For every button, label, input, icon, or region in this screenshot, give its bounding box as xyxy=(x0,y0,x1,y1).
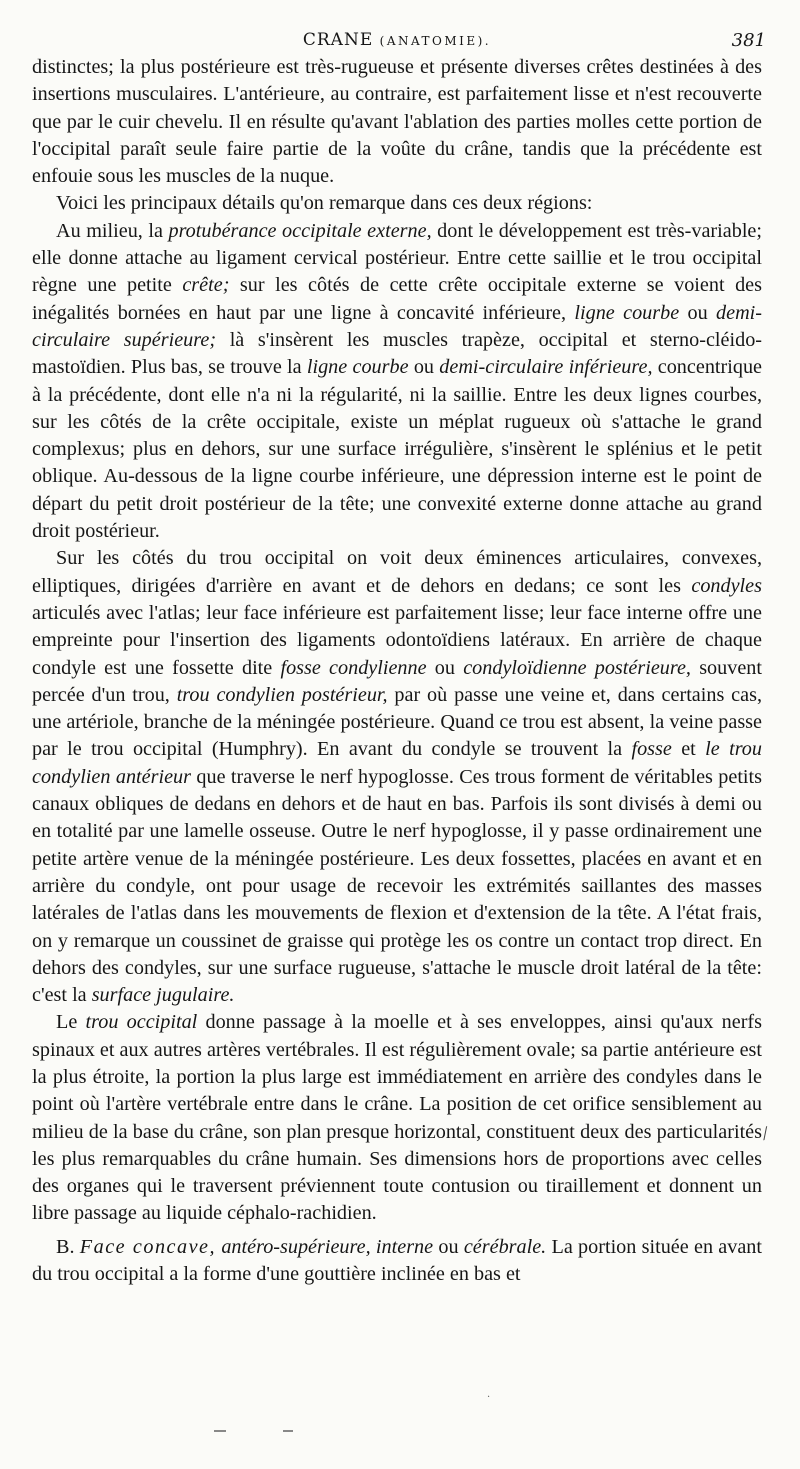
italic-term: demi-circulaire supérieure; xyxy=(32,301,762,351)
text-run: ou xyxy=(679,301,717,324)
text-run: Le xyxy=(56,1011,86,1034)
italic-term: interne xyxy=(375,1235,434,1258)
paragraph xyxy=(32,190,762,217)
text-run: là s'insèrent les muscles trapèze, occipital et sterno-cléido-mastoïdien. Plus bas, se trouve la xyxy=(32,328,763,379)
italic-term: le trou condylien antérieur xyxy=(32,738,762,788)
margin-mark: ⁄ xyxy=(760,1124,770,1143)
body-text xyxy=(32,54,762,1288)
running-title xyxy=(32,30,762,50)
italic-term: antéro-supérieure, xyxy=(221,1235,371,1258)
text-run: B. xyxy=(56,1235,80,1258)
italic-term: ligne courbe xyxy=(306,356,409,379)
text-run: concentrique à la précédente, dont elle n'a ni la régularité, ni la saillie. Entre les deux lignes courbes, sur les côtés de la crête occipitale, existe un méplat rugueux où s'attache le grand complexus; plus en dehors, sur une surface irrégulière, s'insèrent le splénius et le petit oblique. Au-dessous de la ligne courbe inférieure, une dépression interne est le point de départ du petit droit postérieur de la tête; une convexité externe donne attache au grand droit postérieur. xyxy=(32,356,763,543)
text-run: et xyxy=(671,738,706,761)
italic-term: ligne courbe xyxy=(574,301,680,324)
italic-term: fosse condylienne xyxy=(280,656,427,679)
footer-mark: · xyxy=(487,1392,491,1403)
text-run: ou xyxy=(408,356,440,379)
italic-term: condyles xyxy=(691,574,762,597)
text-run: par où passe une veine et, dans certains cas, une artériole, branche de la méningée postérieure. Quand ce trou est absent, la veine passe par le trou occipital (Humphry). En avant du condyle se trouvent la xyxy=(32,683,762,761)
italic-term: cérébrale. xyxy=(463,1235,547,1258)
italic-term: crête; xyxy=(182,274,230,297)
text-run: distinctes; la plus postérieure est très-rugueuse et présente diverses crêtes destinées à des insertions musculaires. L'antérieure, au contraire, est parfaitement lisse et n'est recouverte que par le cuir chevelu. Il en résulte qu'avant l'ablation des parties molles cette portion de l'occipital paraît seule faire partie de la voûte du crâne, tandis que la précédente est enfouie sous les muscles de la nuque. xyxy=(32,56,762,188)
italic-term: fosse xyxy=(631,738,672,761)
header-subtitle: (ANATOMIE). xyxy=(379,34,492,48)
italic-term: Face concave, xyxy=(79,1235,217,1258)
text-run: articulés avec l'atlas; leur face inférieure est parfaitement lisse; leur face interne offre une empreinte pour l'insertion des ligaments odontoïdiens latéraux. En arrière de chaque condyle est une fossette dite xyxy=(32,601,762,679)
italic-term: condyloïdienne postérieure, xyxy=(463,656,691,679)
paragraph xyxy=(32,1009,762,1227)
text-run: ou xyxy=(433,1235,464,1258)
scan-artifact xyxy=(214,1430,226,1432)
text-run: souvent percée d'un trou, xyxy=(32,656,762,706)
text-run: que traverse le nerf hypoglosse. Ces trous forment de véritables petits canaux obliques de dedans en dehors et de haut en bas. Parfois ils sont divisés à demi ou en totalité par une lamelle osseuse. Outre le nerf hypoglosse, il y passe ordinairement une petite artère venue de la méningée postérieure. Les deux fossettes, placées en avant et en arrière du condyle, ont pour usage de recevoir les extrémités saillantes des masses latérales de l'atlas dans les mouvements de flexion et d'extension de la tête. A l'état frais, on y remarque un coussinet de graisse qui protège les os contre un contact trop direct. En dehors des condyles, sur une surface rugueuse, s'attache le muscle droit latéral de la tête: c'est la xyxy=(32,765,762,1007)
text-run: dont le développement est très-variable; elle donne attache au ligament cervical postérieur. Entre cette saillie et le trou occipital règne une petite xyxy=(32,219,762,297)
text-run: Voici les principaux détails qu'on remarque dans ces deux régions: xyxy=(56,192,593,215)
italic-term: protubérance occipitale externe, xyxy=(168,219,432,242)
paragraph xyxy=(32,545,762,1009)
text-run: La portion située en avant du trou occipital a la forme d'une gouttière inclinée en bas et xyxy=(32,1235,763,1286)
paragraph xyxy=(32,1234,762,1289)
text-run: Sur les côtés du trou occipital on voit deux éminences articulaires, convexes, elliptiques, dirigées d'arrière en avant et de dehors en dedans; ce sont les xyxy=(32,547,762,597)
text-run: Au milieu, la xyxy=(56,219,169,242)
header-title: CRANE xyxy=(302,30,374,50)
page-number: 381 xyxy=(731,30,766,51)
running-head xyxy=(32,26,766,54)
italic-term: trou occipital xyxy=(85,1011,198,1034)
text-run: sur les côtés de cette crête occipitale externe se voient des inégalités bornées en haut par une ligne à concavité inférieure, xyxy=(32,274,762,324)
book-page xyxy=(32,26,766,1288)
text-run: ou xyxy=(426,656,464,679)
scan-artifact xyxy=(283,1430,293,1432)
italic-term: demi-circulaire inférieure, xyxy=(439,356,653,379)
paragraph xyxy=(32,218,762,546)
paragraph xyxy=(32,54,762,190)
italic-term: surface jugulaire. xyxy=(91,984,235,1007)
italic-term: trou condylien postérieur, xyxy=(176,683,388,706)
text-run: donne passage à la moelle et à ses enveloppes, ainsi qu'aux nerfs spinaux et aux autres artères vertébrales. Il est régulièrement ovale; sa partie antérieure est la plus étroite, la portion la plus large est immédiatement en arrière des condyles dans le point où l'artère vertébrale entre dans le crâne. La position de cet orifice sensiblement au milieu de la base du crâne, son plan presque horizontal, constituent deux des particularités les plus remarquables du crâne humain. Ses dimensions hors de proportions avec celles des organes qui le traversent préviennent toute contusion ou tiraillement et donnent un libre passage au liquide céphalo-rachidien. xyxy=(32,1011,762,1225)
